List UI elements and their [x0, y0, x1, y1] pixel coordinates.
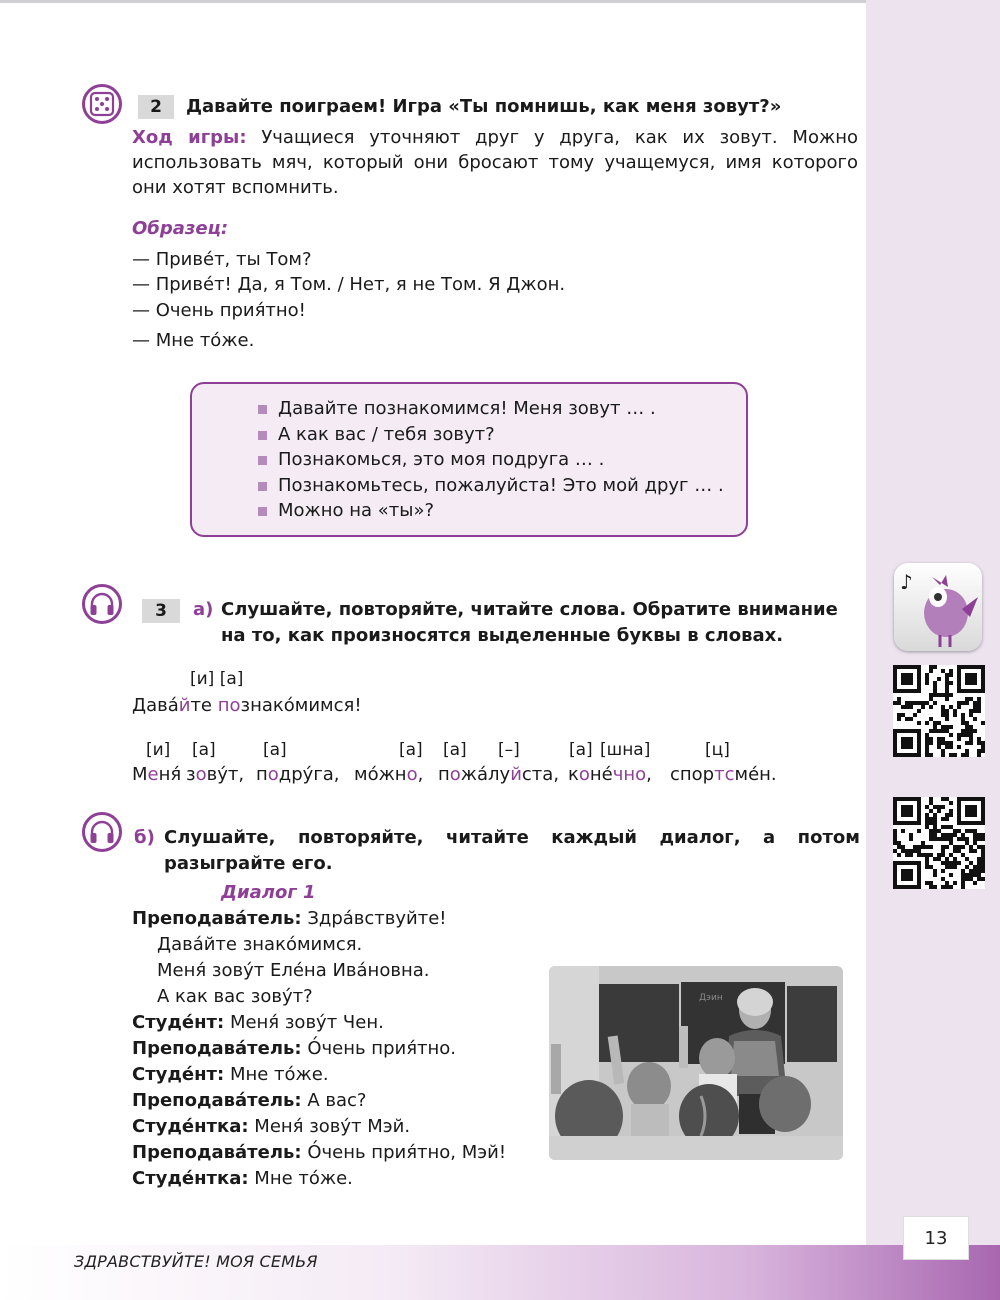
sample-line: — Приве́т, ты Том?	[132, 249, 312, 270]
part-b-label: б)	[134, 827, 155, 848]
game-description	[132, 125, 858, 200]
svg-text:♪: ♪	[900, 570, 913, 594]
dialog-line	[157, 984, 313, 1010]
word	[354, 764, 423, 785]
dialog-line	[132, 906, 447, 932]
phrase-line	[132, 693, 362, 718]
headphones-icon[interactable]	[82, 812, 122, 852]
line-text: О́чень прия́тно, Мэй!	[307, 1142, 507, 1163]
line-text: Здра́вствуйте!	[307, 908, 447, 929]
qr-code-icon[interactable]	[893, 665, 985, 757]
part-a-label: а)	[193, 599, 214, 620]
phrase-item: Познакомьтесь, пожалуйста! Это мой друг … .	[258, 473, 746, 499]
dialog-line	[132, 1166, 353, 1192]
music-bird-icon[interactable]	[894, 563, 982, 651]
headphones-icon[interactable]	[82, 584, 122, 624]
line-text: А вас?	[307, 1090, 367, 1111]
word	[568, 764, 652, 785]
line-text: Дава́йте знако́мимся.	[157, 934, 363, 955]
transcription: [а]	[263, 740, 287, 760]
text-segment: дру́га,	[278, 764, 340, 785]
text-segment: М	[132, 764, 148, 785]
game-text: Учащиеся уточняют друг у друга, как их зовут. Можно использовать мяч, который они бросают тому учащемуся, имя которого они хотят вспомнить.	[132, 127, 858, 198]
highlighted-letter: й	[178, 695, 191, 716]
word	[186, 764, 244, 785]
transcription: [ц]	[705, 740, 730, 760]
text-segment: ,	[646, 764, 652, 785]
speaker: Студе́нт:	[132, 1012, 225, 1033]
dice-icon	[82, 84, 122, 124]
line-text: О́чень прия́тно.	[307, 1038, 457, 1059]
speaker: Студе́нт:	[132, 1064, 225, 1085]
dialog-line	[157, 932, 362, 958]
part-b-title: Слушайте, повторяйте, читайте каждый диалог, а потом разыграйте его.	[164, 827, 860, 874]
highlighted-letter: по	[217, 695, 241, 716]
page-number: 13	[903, 1216, 969, 1260]
text-segment: ву́т,	[206, 764, 245, 785]
transcription: [а]	[569, 740, 593, 760]
qr-code-icon[interactable]	[893, 797, 985, 889]
phrase-item: Давайте познакомимся! Меня зовут … .	[258, 396, 746, 422]
text-segment: не́	[589, 764, 613, 785]
phrase-item: Познакомься, это моя подруга … .	[258, 447, 746, 473]
game-label: Ход игры:	[132, 127, 247, 148]
dialog-line	[132, 1114, 410, 1140]
word	[132, 764, 181, 785]
text-segment: те	[190, 695, 218, 716]
text-segment: знако́мимся!	[240, 695, 362, 716]
task-2-number: 2	[138, 95, 174, 119]
phrase-item: Можно на «ты»?	[258, 498, 746, 524]
sample-label: Образец:	[132, 218, 229, 239]
line-text: А как вас зову́т?	[157, 986, 313, 1007]
text-segment: з	[186, 764, 196, 785]
highlighted-letter: о	[267, 764, 279, 785]
line-text: Мне то́же.	[229, 1064, 329, 1085]
phrase-item: А как вас / тебя зовут?	[258, 422, 746, 448]
speaker: Студе́нтка:	[132, 1168, 249, 1189]
highlighted-letter: тс	[714, 764, 735, 785]
text-segment: мо́жн	[354, 764, 407, 785]
footer-book-title: ЗДРАВСТВУЙТЕ! МОЯ СЕМЬЯ	[74, 1252, 318, 1271]
word	[438, 764, 559, 785]
text-segment: п	[438, 764, 450, 785]
classroom-photo	[549, 966, 843, 1160]
text-segment: жа́лу	[460, 764, 511, 785]
text-segment: ня́	[158, 764, 182, 785]
text-segment: ,	[417, 764, 424, 785]
dialog-line	[132, 1036, 456, 1062]
speaker: Преподава́тель:	[132, 908, 302, 929]
dialog-line	[157, 958, 429, 984]
line-text: Меня́ зову́т Чен.	[229, 1012, 384, 1033]
highlighted-letter: о	[195, 764, 207, 785]
useful-phrases-box	[190, 382, 748, 537]
transcription: [а]	[443, 740, 467, 760]
word	[256, 764, 340, 785]
transcription: [–]	[498, 740, 520, 760]
transcription: [и] [а]	[190, 669, 244, 689]
highlighted-letter: о	[406, 764, 418, 785]
highlighted-letter: чно	[612, 764, 647, 785]
speaker: Преподава́тель:	[132, 1090, 302, 1111]
highlighted-letter: е	[147, 764, 159, 785]
svg-text:Дэин: Дэин	[699, 993, 723, 1003]
text-segment: ста,	[521, 764, 560, 785]
text-segment: п	[256, 764, 268, 785]
highlighted-letter: о	[578, 764, 590, 785]
sample-line: — Мне то́же.	[132, 330, 255, 351]
highlighted-letter: о	[449, 764, 461, 785]
sample-line: — Приве́т! Да, я Том. / Нет, я не Том. Я Джон.	[132, 274, 566, 295]
dialog-line	[132, 1140, 506, 1166]
text-segment: Дава́	[132, 695, 179, 716]
transcription: [а]	[399, 740, 423, 760]
speaker: Преподава́тель:	[132, 1038, 302, 1059]
line-text: Меня́ зову́т Еле́на Ива́новна.	[157, 960, 430, 981]
line-text: Мне то́же.	[254, 1168, 353, 1189]
task-2-title: Давайте поиграем! Игра «Ты помнишь, как меня зовут?»	[186, 96, 782, 117]
speaker: Студе́нтка:	[132, 1116, 249, 1137]
dialog-line	[132, 1062, 329, 1088]
highlighted-letter: й	[510, 764, 522, 785]
part-a-title: Слушайте, повторяйте, читайте слова. Обратите внимание на то, как произносятся выделенные буквы в словах.	[221, 599, 838, 646]
text-segment: к	[568, 764, 579, 785]
dialog-title: Диалог 1	[221, 882, 316, 903]
text-segment: спор	[670, 764, 715, 785]
sample-line: — Очень прия́тно!	[132, 300, 306, 321]
transcription: [а]	[192, 740, 216, 760]
line-text: Меня́ зову́т Мэй.	[254, 1116, 411, 1137]
transcription: [и]	[146, 740, 171, 760]
speaker: Преподава́тель:	[132, 1142, 302, 1163]
task-3-number: 3	[142, 599, 180, 623]
dialog-line	[132, 1088, 366, 1114]
transcription: [шна]	[600, 740, 651, 760]
text-segment: ме́н.	[734, 764, 777, 785]
dialog-line	[132, 1010, 384, 1036]
word	[670, 764, 777, 785]
top-rule	[0, 0, 866, 3]
